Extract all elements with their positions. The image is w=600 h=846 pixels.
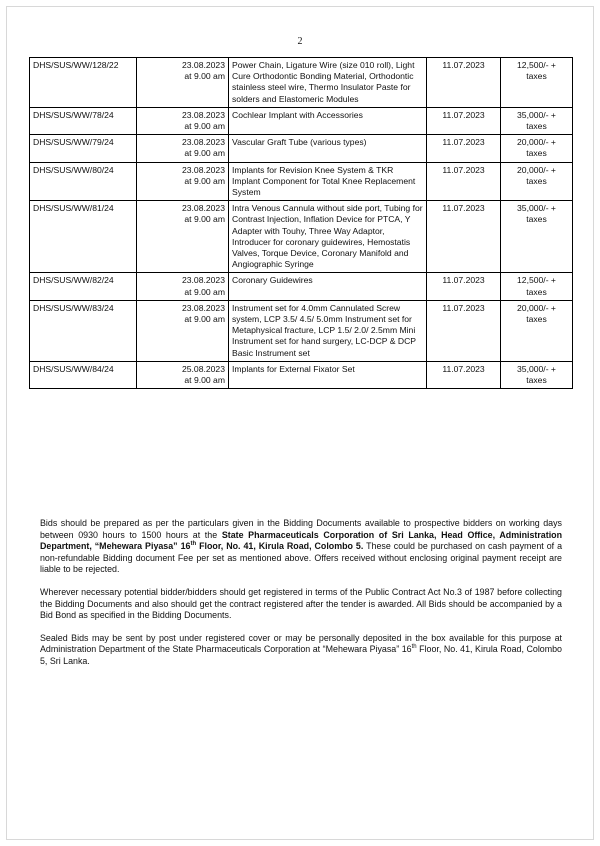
document-fee: 35,000/- + taxes xyxy=(501,201,573,273)
bid-closing-datetime: 23.08.2023 at 9.00 am xyxy=(137,135,229,162)
document-fee: 20,000/- + taxes xyxy=(501,162,573,201)
table-row xyxy=(30,162,573,201)
tender-table-body xyxy=(30,58,573,389)
document-issue-date: 11.07.2023 xyxy=(427,273,501,300)
document-issue-date: 11.07.2023 xyxy=(427,107,501,134)
document-fee: 20,000/- + taxes xyxy=(501,135,573,162)
document-fee: 35,000/- + taxes xyxy=(501,361,573,388)
paragraph-sealed-bids: Sealed Bids may be sent by post under registered cover or may be personally deposited in the box available for this purpose at Administration Department of the State Pharmaceuticals Corporation at “Mehewara Piyasa” 16th Floor, No. 41, Kirula Road, Colombo 5, Sri Lanka. xyxy=(40,632,562,666)
item-description: Vascular Graft Tube (various types) xyxy=(229,135,427,162)
document-fee: 12,500/- + taxes xyxy=(501,58,573,108)
document-issue-date: 11.07.2023 xyxy=(427,135,501,162)
bid-closing-datetime: 23.08.2023 at 9.00 am xyxy=(137,273,229,300)
table-row xyxy=(30,273,573,300)
bid-closing-datetime: 23.08.2023 at 9.00 am xyxy=(137,162,229,201)
paragraph-bidding-documents: Bids should be prepared as per the particulars given in the Bidding Documents available to prospective bidders on working days between 0930 hours to 1500 hours at the State Pharmaceuticals Corporation of Sri Lanka, Head Office, Administration Department, “Mehewara Piyasa” 16th Floor, No. 41, Kirula Road, Colombo 5. These could be purchased on cash payment of a non-refundable Bidding document Fee per set as mentioned above. Offers received without enclosing original payment receipt are liable to be rejected. xyxy=(40,518,563,575)
bid-closing-datetime: 23.08.2023 at 9.00 am xyxy=(137,201,229,273)
item-description: Coronary Guidewires xyxy=(229,273,427,300)
item-description: Implants for External Fixator Set xyxy=(229,361,427,388)
document-issue-date: 11.07.2023 xyxy=(427,58,501,108)
document-issue-date: 11.07.2023 xyxy=(427,162,501,201)
tender-ref-number: DHS/SUS/WW/128/22 xyxy=(30,58,137,108)
table-row xyxy=(30,300,573,361)
table-row xyxy=(30,135,573,162)
notice-text xyxy=(40,518,562,679)
tender-ref-number: DHS/SUS/WW/84/24 xyxy=(30,361,137,388)
tender-ref-number: DHS/SUS/WW/78/24 xyxy=(30,107,137,134)
bid-closing-datetime: 23.08.2023 at 9.00 am xyxy=(137,300,229,361)
tender-ref-number: DHS/SUS/WW/82/24 xyxy=(30,273,137,300)
table-row xyxy=(30,201,573,273)
table-row xyxy=(30,107,573,134)
bid-closing-datetime: 25.08.2023 at 9.00 am xyxy=(137,361,229,388)
tender-ref-number: DHS/SUS/WW/80/24 xyxy=(30,162,137,201)
tender-ref-number: DHS/SUS/WW/83/24 xyxy=(30,300,137,361)
tender-table xyxy=(29,57,573,389)
document-fee: 35,000/- + taxes xyxy=(501,107,573,134)
paragraph-registration: Wherever necessary potential bidder/bidders should get registered in terms of the Public Contract Act No.3 of 1987 before collecting the Bidding Documents and also should get the contract registered after the tender is awarded. All Bids should be accompanied by a Bid Bond as specified in the Bidding Documents. xyxy=(40,586,562,621)
document-fee: 12,500/- + taxes xyxy=(501,273,573,300)
corporation-address: State Pharmaceuticals Corporation of Sri Lanka, Head Office, Administration Department, “Mehewara Piyasa” 16th Floor, No. 41, Kirula Road, Colombo 5. xyxy=(40,529,562,552)
item-description: Intra Venous Cannula without side port, Tubing for Contrast Injection, Inflation Device for PTCA, Y Adapter with Touhy, Three Way Adaptor, Introducer for coronary guidewires, Hemostatis Valves, Torque Device, Coronary Manifold and Angiographic Syringe xyxy=(229,201,427,273)
bid-closing-datetime: 23.08.2023 at 9.00 am xyxy=(137,107,229,134)
table-row xyxy=(30,58,573,108)
bid-closing-datetime: 23.08.2023 at 9.00 am xyxy=(137,58,229,108)
item-description: Instrument set for 4.0mm Cannulated Screw system, LCP 3.5/ 4.5/ 5.0mm Instrument set for Metaphysical fracture, LCP 1.5/ 2.0/ 2.5mm Mini Instrument set for hand surgery, LC-DCP & DCP Basic Instrument set xyxy=(229,300,427,361)
table-row xyxy=(30,361,573,388)
document-issue-date: 11.07.2023 xyxy=(427,300,501,361)
page-number: 2 xyxy=(297,36,303,47)
tender-ref-number: DHS/SUS/WW/79/24 xyxy=(30,135,137,162)
item-description: Implants for Revision Knee System & TKR Implant Component for Total Knee Replacement System xyxy=(229,162,427,201)
tender-ref-number: DHS/SUS/WW/81/24 xyxy=(30,201,137,273)
document-fee: 20,000/- + taxes xyxy=(501,300,573,361)
item-description: Power Chain, Ligature Wire (size 010 roll), Light Cure Orthodontic Bonding Material, Orthodontic stainless steel wire, Thermo Insulator Paste for solders and Elastomeric Modules xyxy=(229,58,427,108)
item-description: Cochlear Implant with Accessories xyxy=(229,107,427,134)
document-issue-date: 11.07.2023 xyxy=(427,201,501,273)
document-issue-date: 11.07.2023 xyxy=(427,361,501,388)
